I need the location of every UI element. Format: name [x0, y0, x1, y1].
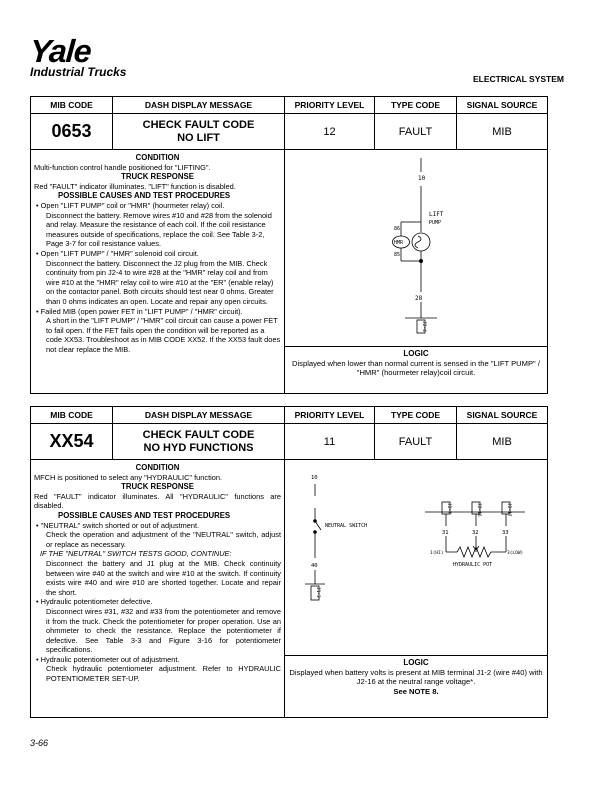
- mib-code: 0653: [51, 121, 92, 141]
- section-title: ELECTRICAL SYSTEM: [473, 74, 564, 84]
- detail-body: [31, 150, 547, 393]
- response-title: TRUCK RESPONSE: [121, 482, 194, 492]
- priority-level: 11: [323, 435, 336, 448]
- causes-title: POSSIBLE CAUSES AND TEST PROCEDURES: [58, 191, 231, 201]
- dash-message-line2: NO HYD FUNCTIONS: [143, 441, 254, 454]
- response-text: Red "FAULT" indicator illuminates. All "HYDRAULIC" functions are disabled.: [34, 491, 281, 511]
- wire-32-label: 32: [472, 530, 479, 536]
- diagram-column: [285, 460, 547, 717]
- terminal-85-label: 85: [394, 252, 401, 258]
- header-type-code: TYPE CODE: [375, 407, 457, 423]
- cause-2-text: Disconnect wires #31, #32 and #33 from the potentiometer and remove it from the truck. Check the potentiometer for proper operation. Use an ohmmeter to check the resistance. Replace the potentiometer if defective. See Table 3-3 and Figure 3-16 for potentiometer specifications.: [46, 606, 281, 655]
- wire-40-label: 40: [311, 563, 318, 569]
- condition-text: Multi-function control handle positioned for "LIFTING".: [34, 162, 211, 172]
- cause-3: • Hydraulic potentiometer out of adjustment.: [36, 654, 180, 664]
- cause-2: • Open "LIFT PUMP" / "HMR" solenoid coil circuit.: [36, 248, 199, 258]
- dash-message-line1: CHECK FAULT CODE: [142, 118, 255, 131]
- header-dash-message: DASH DISPLAY MESSAGE: [113, 97, 285, 113]
- logo-wordmark: Yale: [28, 33, 92, 69]
- pin-j1-2-label: J1-2: [315, 587, 320, 598]
- logic-title: LOGIC: [403, 658, 429, 667]
- detail-body: [31, 460, 547, 717]
- lift-label: LIFT: [429, 211, 444, 218]
- header-signal-source: SIGNAL SOURCE: [466, 100, 538, 110]
- terminal-86-label: 86: [394, 226, 401, 232]
- cause-1-text: Disconnect the battery. Remove wires #10 and #28 from the solenoid and relay. Measure the resistance of each coil. If the coil resistance measures outside of specifications, replace the coil. See Table 3-2, Page 3-7 for coil resistance values.: [46, 210, 272, 249]
- hmr-label: HMR: [394, 240, 404, 246]
- procedures-column: [31, 150, 285, 393]
- cause-1-text: Check the operation and adjustment of the "NEUTRAL" switch, adjust or replace as necessary.: [46, 530, 281, 549]
- yale-logo: [28, 33, 127, 79]
- pot-high-label: 1(HI): [430, 551, 444, 556]
- wire-28-label: 28: [415, 295, 423, 302]
- cause-1-continue: IF THE "NEUTRAL" SWITCH TESTS GOOD, CONTINUE:: [40, 549, 232, 559]
- neutral-switch-label: NEUTRAL SWITCH: [325, 523, 368, 529]
- hydraulic-pot-label: HYDRAULIC POT: [453, 562, 493, 568]
- procedures-column: [31, 460, 285, 717]
- dash-message-line2: NO LIFT: [177, 131, 220, 144]
- wire-10-label: 10: [311, 475, 318, 481]
- type-code: FAULT: [398, 435, 433, 448]
- condition-text: MFCH is positioned to select any "HYDRAULIC" function.: [34, 472, 223, 482]
- page-number: 3-66: [30, 738, 49, 748]
- header-mib-code: MIB CODE: [31, 97, 113, 113]
- header-priority: PRIORITY LEVEL: [285, 407, 375, 423]
- mib-code: XX54: [49, 431, 94, 451]
- neutral-switch-pot-schematic: [285, 460, 547, 660]
- causes-title: POSSIBLE CAUSES AND TEST PROCEDURES: [58, 510, 231, 520]
- values-row: [31, 424, 547, 460]
- pump-label: PUMP: [429, 220, 442, 226]
- response-text: Red "FAULT" indicator illuminates. "LIFT" function is disabled.: [34, 181, 236, 191]
- logic-section: [285, 346, 547, 378]
- fault-block-xx54: [30, 406, 548, 718]
- wire-33-label: 33: [502, 530, 509, 536]
- logo-subtitle: Industrial Trucks: [30, 65, 127, 79]
- type-code: FAULT: [398, 125, 433, 138]
- condition-title: CONDITION: [135, 153, 180, 162]
- cause-2-text: Disconnect the battery. Disconnect the J2 plug from the MIB. Check continuity from pin J2-4 to wire #28 at the "HMR" relay coil and from wire #10 at the "HMR" relay coil to wire #10 at the "ER" (enable relay) on the contactor panel. Both circuits should test near 0 ohms. Greater than 0 ohms indicates an open. Locate and repair any open circuits.: [46, 258, 274, 306]
- header-row: [31, 407, 547, 424]
- logic-title: LOGIC: [403, 349, 429, 358]
- wire-31-label: 31: [442, 530, 449, 536]
- cause-3-text: A short in the "LIFT PUMP" / "HMR" coil circuit can cause a power FET to fail open. If the FET fails open the condition will be reported as a code XX53. Troubleshoot as in MIB CODE XX52. If the XX53 fault does not clear replace the MIB.: [46, 316, 281, 354]
- header-priority: PRIORITY LEVEL: [285, 97, 375, 113]
- values-row: [31, 114, 547, 150]
- cause-1-followup: Disconnect the battery and J1 plug at the MIB. Check continuity between wire #40 at the switch and wire #10 at the switch. If continuity exists wire #40 and wire #10 are shorted together. Locate and repair the short.: [46, 558, 281, 597]
- cause-2: • Hydraulic potentiometer defective.: [36, 597, 153, 607]
- pin-j2-16-label: J2-16: [476, 503, 481, 517]
- header-dash-message: DASH DISPLAY MESSAGE: [113, 407, 285, 423]
- cause-1: • "NEUTRAL" switch shorted or out of adjustment.: [36, 520, 200, 530]
- logic-text: Displayed when battery volts is present at MIB terminal J1-2 (wire #40) with J2-16 at the neutral range voltage*.: [289, 667, 543, 687]
- response-title: TRUCK RESPONSE: [121, 172, 194, 182]
- lift-pump-schematic: [285, 150, 547, 346]
- pin-j2-7-label: J2-7: [446, 503, 451, 514]
- pin-j2-4-label: J2-4: [421, 321, 426, 332]
- header-type-code: TYPE CODE: [375, 97, 457, 113]
- fault-block-0653: [30, 96, 548, 394]
- header-row: [31, 97, 547, 114]
- header-mib-code: MIB CODE: [31, 407, 113, 423]
- diagram-column: [285, 150, 547, 393]
- logic-note: See NOTE 8.: [393, 686, 439, 696]
- logic-section: [285, 655, 547, 696]
- logic-text: Displayed when lower than normal current is sensed in the "LIFT PUMP" / "HMR" (hourmeter relay)coil circuit.: [292, 358, 540, 378]
- cause-3-text: Check hydraulic potentiometer adjustment. Refer to HYDRAULIC POTENTIOMETER SET-UP.: [46, 664, 281, 684]
- header-signal-source: SIGNAL SOURCE: [466, 410, 538, 420]
- priority-level: 12: [323, 125, 336, 138]
- signal-source: MIB: [492, 435, 512, 448]
- wire-10-label: 10: [418, 175, 426, 182]
- dash-message-line1: CHECK FAULT CODE: [142, 428, 255, 441]
- cause-3: • Failed MIB (open power FET in "LIFT PUMP" / "HMR" circuit).: [36, 306, 243, 316]
- cause-1: • Open "LIFT PUMP" coil or "HMR" (hourmeter relay) coil.: [36, 200, 225, 210]
- condition-title: CONDITION: [135, 463, 180, 472]
- pot-low-label: 3(LOW): [507, 551, 524, 556]
- signal-source: MIB: [492, 125, 512, 138]
- pin-j2-17-label: J2-17: [506, 503, 511, 517]
